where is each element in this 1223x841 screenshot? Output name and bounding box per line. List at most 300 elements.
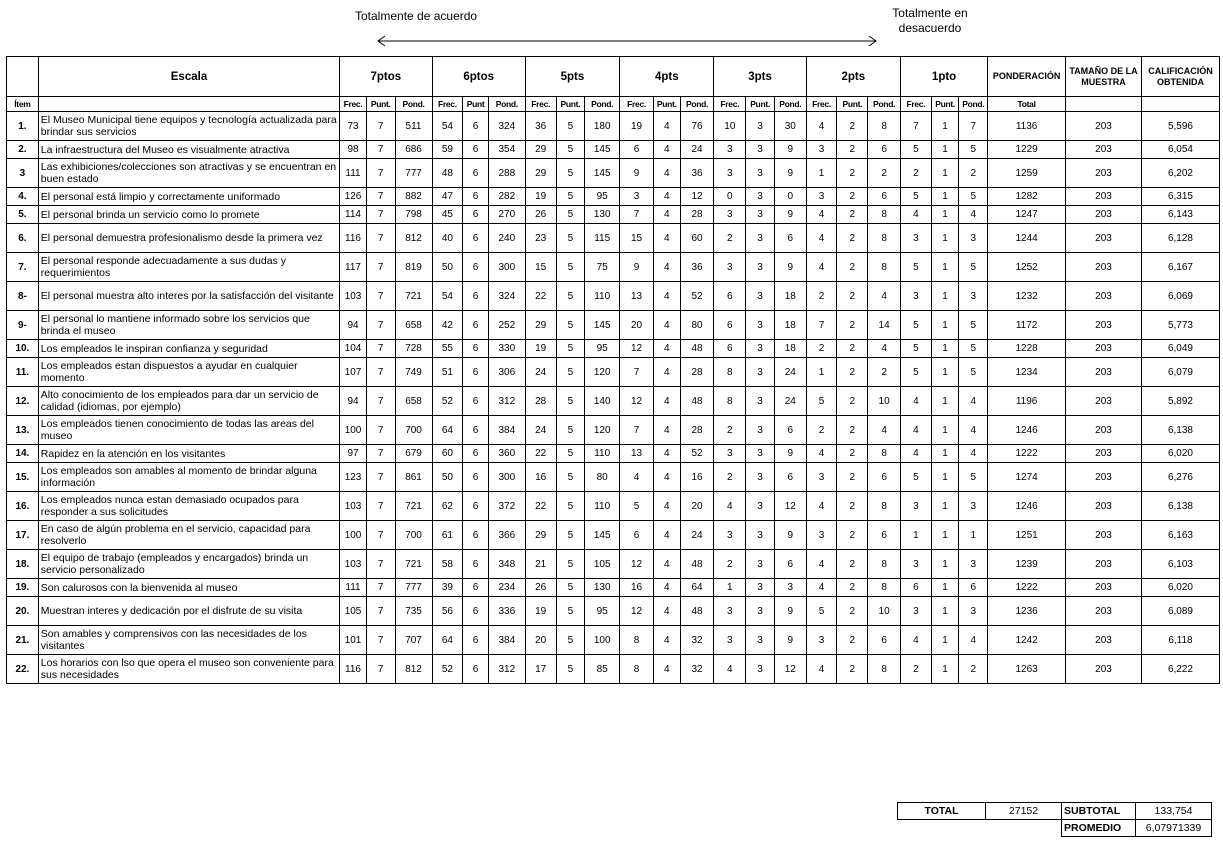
item-text: Alto conocimiento de los empleados para dar un servicio de calidad (idiomas, por ejemplo) bbox=[38, 387, 339, 416]
value-cell: 4 bbox=[653, 463, 680, 492]
value-cell: 4 bbox=[868, 282, 901, 311]
value-cell: 6 bbox=[463, 141, 489, 159]
value-cell: 9 bbox=[774, 445, 806, 463]
value-cell: 2 bbox=[837, 112, 868, 141]
value-cell: 180 bbox=[585, 112, 620, 141]
value-cell: 7 bbox=[620, 358, 654, 387]
value-cell: 3 bbox=[746, 463, 775, 492]
value-cell: 16 bbox=[680, 463, 714, 492]
value-cell: 24 bbox=[774, 387, 806, 416]
value-cell: 4 bbox=[714, 655, 746, 684]
value-cell: 3 bbox=[746, 416, 775, 445]
value-cell: 324 bbox=[488, 282, 525, 311]
value-cell: 54 bbox=[432, 282, 463, 311]
value-cell: 8 bbox=[714, 387, 746, 416]
calificacion-cell: 6,020 bbox=[1141, 445, 1219, 463]
value-cell: 7 bbox=[366, 579, 395, 597]
table-row bbox=[7, 340, 1220, 358]
subheader-cell: Pond. bbox=[868, 97, 901, 112]
value-cell: 1 bbox=[931, 597, 959, 626]
value-cell: 8 bbox=[868, 206, 901, 224]
value-cell: 2 bbox=[837, 597, 868, 626]
value-cell: 64 bbox=[432, 416, 463, 445]
value-cell: 12 bbox=[774, 655, 806, 684]
value-cell: 5 bbox=[556, 492, 585, 521]
item-number: 12. bbox=[7, 387, 39, 416]
value-cell: 2 bbox=[837, 387, 868, 416]
value-cell: 6 bbox=[868, 521, 901, 550]
value-cell: 3 bbox=[746, 141, 775, 159]
value-cell: 4 bbox=[653, 387, 680, 416]
value-cell: 4 bbox=[959, 387, 988, 416]
value-cell: 5 bbox=[806, 387, 837, 416]
value-cell: 882 bbox=[395, 188, 432, 206]
value-cell: 7 bbox=[366, 340, 395, 358]
calificacion-cell: 6,118 bbox=[1141, 626, 1219, 655]
table-row bbox=[7, 416, 1220, 445]
calificacion-cell: 6,020 bbox=[1141, 579, 1219, 597]
value-cell: 2 bbox=[837, 655, 868, 684]
item-text: Los empleados estan dispuestos a ayudar en cualquier momento bbox=[38, 358, 339, 387]
muestra-cell: 203 bbox=[1066, 579, 1142, 597]
value-cell: 8 bbox=[714, 358, 746, 387]
value-cell: 42 bbox=[432, 311, 463, 340]
item-number: 6. bbox=[7, 224, 39, 253]
value-cell: 1 bbox=[901, 521, 932, 550]
muestra-cell: 203 bbox=[1066, 597, 1142, 626]
value-cell: 4 bbox=[806, 206, 837, 224]
value-cell: 76 bbox=[680, 112, 714, 141]
value-cell: 4 bbox=[653, 282, 680, 311]
value-cell: 98 bbox=[340, 141, 367, 159]
value-cell: 348 bbox=[488, 550, 525, 579]
value-cell: 4 bbox=[806, 112, 837, 141]
value-cell: 819 bbox=[395, 253, 432, 282]
value-cell: 3 bbox=[746, 358, 775, 387]
subheader-cell: Punt bbox=[463, 97, 489, 112]
muestra-cell: 203 bbox=[1066, 626, 1142, 655]
value-cell: 145 bbox=[585, 141, 620, 159]
value-cell: 59 bbox=[432, 141, 463, 159]
scale-right-label: Totalmente en desacuerdo bbox=[892, 6, 968, 35]
calificacion-cell: 6,089 bbox=[1141, 597, 1219, 626]
value-cell: 3 bbox=[746, 112, 775, 141]
value-cell: 5 bbox=[806, 597, 837, 626]
muestra-cell: 203 bbox=[1066, 387, 1142, 416]
total-cell: 1228 bbox=[988, 340, 1066, 358]
value-cell: 75 bbox=[585, 253, 620, 282]
value-cell: 700 bbox=[395, 416, 432, 445]
value-cell: 6 bbox=[868, 188, 901, 206]
value-cell: 6 bbox=[620, 521, 654, 550]
value-cell: 16 bbox=[525, 463, 556, 492]
item-number: 3 bbox=[7, 159, 39, 188]
muestra-cell: 203 bbox=[1066, 550, 1142, 579]
item-text: El personal brinda un servicio como lo promete bbox=[38, 206, 339, 224]
value-cell: 3 bbox=[806, 141, 837, 159]
value-cell: 8 bbox=[868, 112, 901, 141]
value-cell: 5 bbox=[556, 521, 585, 550]
value-cell: 5 bbox=[556, 253, 585, 282]
value-cell: 240 bbox=[488, 224, 525, 253]
item-header: Ítem bbox=[7, 97, 39, 112]
item-text: El personal lo mantiene informado sobre los servicios que brinda el museo bbox=[38, 311, 339, 340]
value-cell: 3 bbox=[714, 206, 746, 224]
value-cell: 4 bbox=[959, 206, 988, 224]
value-cell: 32 bbox=[680, 655, 714, 684]
value-cell: 4 bbox=[653, 416, 680, 445]
value-cell: 6 bbox=[714, 311, 746, 340]
corner-cell bbox=[7, 57, 39, 97]
value-cell: 4 bbox=[806, 492, 837, 521]
value-cell: 4 bbox=[653, 253, 680, 282]
value-cell: 5 bbox=[901, 463, 932, 492]
value-cell: 1 bbox=[714, 579, 746, 597]
value-cell: 6 bbox=[463, 340, 489, 358]
value-cell: 700 bbox=[395, 521, 432, 550]
value-cell: 18 bbox=[774, 311, 806, 340]
value-cell: 4 bbox=[653, 579, 680, 597]
value-cell: 5 bbox=[959, 340, 988, 358]
value-cell: 8 bbox=[868, 492, 901, 521]
value-cell: 103 bbox=[340, 282, 367, 311]
value-cell: 2 bbox=[837, 224, 868, 253]
item-text: En caso de algún problema en el servicio, capacidad para resolverlo bbox=[38, 521, 339, 550]
value-cell: 116 bbox=[340, 224, 367, 253]
value-cell: 7 bbox=[620, 416, 654, 445]
value-cell: 306 bbox=[488, 358, 525, 387]
value-cell: 3 bbox=[959, 550, 988, 579]
value-cell: 5 bbox=[959, 188, 988, 206]
value-cell: 5 bbox=[556, 358, 585, 387]
value-cell: 2 bbox=[837, 416, 868, 445]
value-cell: 12 bbox=[620, 387, 654, 416]
total-cell: 1251 bbox=[988, 521, 1066, 550]
item-text: El personal demuestra profesionalismo desde la primera vez bbox=[38, 224, 339, 253]
calificacion-cell: 6,054 bbox=[1141, 141, 1219, 159]
value-cell: 6 bbox=[463, 626, 489, 655]
value-cell: 4 bbox=[653, 206, 680, 224]
value-cell: 103 bbox=[340, 550, 367, 579]
item-number: 11. bbox=[7, 358, 39, 387]
value-cell: 95 bbox=[585, 188, 620, 206]
value-cell: 312 bbox=[488, 387, 525, 416]
value-cell: 7 bbox=[366, 463, 395, 492]
value-cell: 1 bbox=[931, 492, 959, 521]
value-cell: 2 bbox=[837, 141, 868, 159]
value-cell: 6 bbox=[774, 550, 806, 579]
table-row bbox=[7, 112, 1220, 141]
value-cell: 12 bbox=[774, 492, 806, 521]
value-cell: 130 bbox=[585, 206, 620, 224]
value-cell: 658 bbox=[395, 311, 432, 340]
value-cell: 36 bbox=[680, 159, 714, 188]
value-cell: 707 bbox=[395, 626, 432, 655]
value-cell: 32 bbox=[680, 626, 714, 655]
calificacion-cell: 6,049 bbox=[1141, 340, 1219, 358]
value-cell: 5 bbox=[556, 159, 585, 188]
total-row bbox=[898, 803, 1212, 820]
value-cell: 1 bbox=[931, 311, 959, 340]
scale-left-label: Totalmente de acuerdo bbox=[355, 9, 478, 23]
value-cell: 777 bbox=[395, 579, 432, 597]
value-cell: 2 bbox=[837, 521, 868, 550]
value-cell: 80 bbox=[680, 311, 714, 340]
value-cell: 5 bbox=[556, 550, 585, 579]
value-cell: 16 bbox=[620, 579, 654, 597]
item-text: Muestran interes y dedicación por el disfrute de su visita bbox=[38, 597, 339, 626]
value-cell: 8 bbox=[868, 579, 901, 597]
value-cell: 145 bbox=[585, 159, 620, 188]
value-cell: 12 bbox=[620, 597, 654, 626]
value-cell: 28 bbox=[680, 416, 714, 445]
value-cell: 28 bbox=[680, 358, 714, 387]
item-text: Son calurosos con la bienvenida al museo bbox=[38, 579, 339, 597]
value-cell: 6 bbox=[463, 206, 489, 224]
table-row bbox=[7, 445, 1220, 463]
item-number: 17. bbox=[7, 521, 39, 550]
item-number: 10. bbox=[7, 340, 39, 358]
value-cell: 1 bbox=[931, 416, 959, 445]
value-cell: 13 bbox=[620, 282, 654, 311]
item-number: 15. bbox=[7, 463, 39, 492]
item-text: El equipo de trabajo (empleados y encargados) brinda un servicio personalizado bbox=[38, 550, 339, 579]
value-cell: 103 bbox=[340, 492, 367, 521]
table-row bbox=[7, 206, 1220, 224]
table-row bbox=[7, 579, 1220, 597]
item-number: 20. bbox=[7, 597, 39, 626]
value-cell: 4 bbox=[806, 224, 837, 253]
value-cell: 115 bbox=[585, 224, 620, 253]
value-cell: 324 bbox=[488, 112, 525, 141]
value-cell: 270 bbox=[488, 206, 525, 224]
value-cell: 2 bbox=[837, 282, 868, 311]
total-cell: 1172 bbox=[988, 311, 1066, 340]
table-row bbox=[7, 224, 1220, 253]
value-cell: 97 bbox=[340, 445, 367, 463]
value-cell: 47 bbox=[432, 188, 463, 206]
value-cell: 2 bbox=[959, 655, 988, 684]
value-cell: 3 bbox=[714, 159, 746, 188]
value-cell: 7 bbox=[366, 445, 395, 463]
calificacion-cell: 6,315 bbox=[1141, 188, 1219, 206]
value-cell: 39 bbox=[432, 579, 463, 597]
value-cell: 3 bbox=[746, 159, 775, 188]
table-row bbox=[7, 655, 1220, 684]
calificacion-cell: 6,103 bbox=[1141, 550, 1219, 579]
group-header: 5pts bbox=[525, 57, 619, 97]
value-cell: 145 bbox=[585, 521, 620, 550]
blank-cell bbox=[38, 97, 339, 112]
value-cell: 55 bbox=[432, 340, 463, 358]
value-cell: 1 bbox=[931, 655, 959, 684]
value-cell: 7 bbox=[366, 188, 395, 206]
value-cell: 4 bbox=[653, 141, 680, 159]
item-number: 13. bbox=[7, 416, 39, 445]
table-row bbox=[7, 597, 1220, 626]
value-cell: 10 bbox=[868, 597, 901, 626]
calificacion-cell: 6,069 bbox=[1141, 282, 1219, 311]
value-cell: 6 bbox=[463, 311, 489, 340]
subheader-cell: Frec. bbox=[432, 97, 463, 112]
value-cell: 6 bbox=[714, 340, 746, 358]
value-cell: 2 bbox=[837, 463, 868, 492]
subheader-cell: Pond. bbox=[774, 97, 806, 112]
value-cell: 1 bbox=[931, 579, 959, 597]
subheader-cell: Pond. bbox=[395, 97, 432, 112]
value-cell: 2 bbox=[806, 416, 837, 445]
total-cell: 1259 bbox=[988, 159, 1066, 188]
calificacion-cell: 6,138 bbox=[1141, 416, 1219, 445]
value-cell: 1 bbox=[931, 224, 959, 253]
value-cell: 50 bbox=[432, 253, 463, 282]
value-cell: 4 bbox=[806, 579, 837, 597]
value-cell: 288 bbox=[488, 159, 525, 188]
value-cell: 1 bbox=[931, 521, 959, 550]
item-text: Los horarios con lso que opera el museo son conveniente para sus necesidades bbox=[38, 655, 339, 684]
value-cell: 4 bbox=[653, 358, 680, 387]
value-cell: 3 bbox=[959, 597, 988, 626]
value-cell: 330 bbox=[488, 340, 525, 358]
item-text: La infraestructura del Museo es visualmente atractiva bbox=[38, 141, 339, 159]
value-cell: 6 bbox=[774, 463, 806, 492]
table-row bbox=[7, 492, 1220, 521]
subheader-cell: Frec. bbox=[806, 97, 837, 112]
value-cell: 5 bbox=[556, 141, 585, 159]
value-cell: 48 bbox=[680, 597, 714, 626]
value-cell: 101 bbox=[340, 626, 367, 655]
value-cell: 4 bbox=[653, 311, 680, 340]
value-cell: 9 bbox=[620, 253, 654, 282]
value-cell: 4 bbox=[653, 224, 680, 253]
total-cell: 1263 bbox=[988, 655, 1066, 684]
value-cell: 9 bbox=[774, 597, 806, 626]
value-cell: 8 bbox=[868, 253, 901, 282]
table-row bbox=[7, 550, 1220, 579]
muestra-cell: 203 bbox=[1066, 358, 1142, 387]
total-cell: 1229 bbox=[988, 141, 1066, 159]
value-cell: 4 bbox=[901, 626, 932, 655]
value-cell: 1 bbox=[931, 387, 959, 416]
value-cell: 3 bbox=[774, 579, 806, 597]
value-cell: 4 bbox=[901, 206, 932, 224]
value-cell: 2 bbox=[806, 340, 837, 358]
calificacion-cell: 6,222 bbox=[1141, 655, 1219, 684]
value-cell: 384 bbox=[488, 626, 525, 655]
value-cell: 2 bbox=[901, 655, 932, 684]
value-cell: 4 bbox=[806, 550, 837, 579]
value-cell: 24 bbox=[774, 358, 806, 387]
value-cell: 2 bbox=[837, 550, 868, 579]
value-cell: 4 bbox=[653, 188, 680, 206]
value-cell: 9 bbox=[774, 626, 806, 655]
total-cell: 1222 bbox=[988, 445, 1066, 463]
value-cell: 19 bbox=[525, 597, 556, 626]
value-cell: 6 bbox=[463, 463, 489, 492]
subheader-cell: Punt. bbox=[366, 97, 395, 112]
value-cell: 3 bbox=[714, 445, 746, 463]
value-cell: 2 bbox=[837, 445, 868, 463]
table-row bbox=[7, 282, 1220, 311]
value-cell: 120 bbox=[585, 416, 620, 445]
table-row bbox=[7, 141, 1220, 159]
total-cell: 1196 bbox=[988, 387, 1066, 416]
calificacion-cell: 6,167 bbox=[1141, 253, 1219, 282]
subheader-cell: Punt. bbox=[837, 97, 868, 112]
promedio-label: PROMEDIO bbox=[1062, 820, 1136, 837]
item-number: 5. bbox=[7, 206, 39, 224]
value-cell: 300 bbox=[488, 463, 525, 492]
value-cell: 1 bbox=[931, 141, 959, 159]
value-cell: 7 bbox=[366, 358, 395, 387]
muestra-cell: 203 bbox=[1066, 112, 1142, 141]
value-cell: 20 bbox=[525, 626, 556, 655]
value-cell: 1 bbox=[806, 159, 837, 188]
value-cell: 4 bbox=[806, 655, 837, 684]
muestra-cell: 203 bbox=[1066, 311, 1142, 340]
value-cell: 749 bbox=[395, 358, 432, 387]
value-cell: 50 bbox=[432, 463, 463, 492]
value-cell: 2 bbox=[868, 358, 901, 387]
table-row bbox=[7, 188, 1220, 206]
value-cell: 5 bbox=[901, 188, 932, 206]
value-cell: 22 bbox=[525, 282, 556, 311]
blank-cell bbox=[1066, 97, 1142, 112]
value-cell: 126 bbox=[340, 188, 367, 206]
value-cell: 2 bbox=[901, 159, 932, 188]
blank-cell bbox=[986, 820, 1062, 837]
value-cell: 8 bbox=[620, 626, 654, 655]
value-cell: 6 bbox=[774, 416, 806, 445]
value-cell: 4 bbox=[714, 492, 746, 521]
value-cell: 7 bbox=[366, 253, 395, 282]
value-cell: 5 bbox=[556, 112, 585, 141]
value-cell: 4 bbox=[653, 112, 680, 141]
value-cell: 3 bbox=[746, 550, 775, 579]
value-cell: 140 bbox=[585, 387, 620, 416]
muestra-cell: 203 bbox=[1066, 253, 1142, 282]
value-cell: 1 bbox=[931, 358, 959, 387]
value-cell: 5 bbox=[620, 492, 654, 521]
value-cell: 252 bbox=[488, 311, 525, 340]
value-cell: 6 bbox=[463, 253, 489, 282]
subheader-cell: Punt. bbox=[556, 97, 585, 112]
value-cell: 9 bbox=[620, 159, 654, 188]
value-cell: 5 bbox=[556, 188, 585, 206]
value-cell: 6 bbox=[463, 358, 489, 387]
value-cell: 4 bbox=[959, 626, 988, 655]
value-cell: 3 bbox=[714, 626, 746, 655]
value-cell: 686 bbox=[395, 141, 432, 159]
item-text: El personal está limpio y correctamente uniformado bbox=[38, 188, 339, 206]
value-cell: 4 bbox=[959, 445, 988, 463]
table-row bbox=[7, 387, 1220, 416]
group-header: 4pts bbox=[620, 57, 714, 97]
value-cell: 12 bbox=[620, 340, 654, 358]
value-cell: 5 bbox=[556, 416, 585, 445]
value-cell: 107 bbox=[340, 358, 367, 387]
value-cell: 7 bbox=[366, 159, 395, 188]
muestra-cell: 203 bbox=[1066, 416, 1142, 445]
value-cell: 21 bbox=[525, 550, 556, 579]
value-cell: 777 bbox=[395, 159, 432, 188]
value-cell: 6 bbox=[463, 445, 489, 463]
value-cell: 2 bbox=[837, 206, 868, 224]
item-text: Son amables y comprensivos con las necesidades de los visitantes bbox=[38, 626, 339, 655]
value-cell: 354 bbox=[488, 141, 525, 159]
value-cell: 48 bbox=[680, 550, 714, 579]
value-cell: 28 bbox=[525, 387, 556, 416]
